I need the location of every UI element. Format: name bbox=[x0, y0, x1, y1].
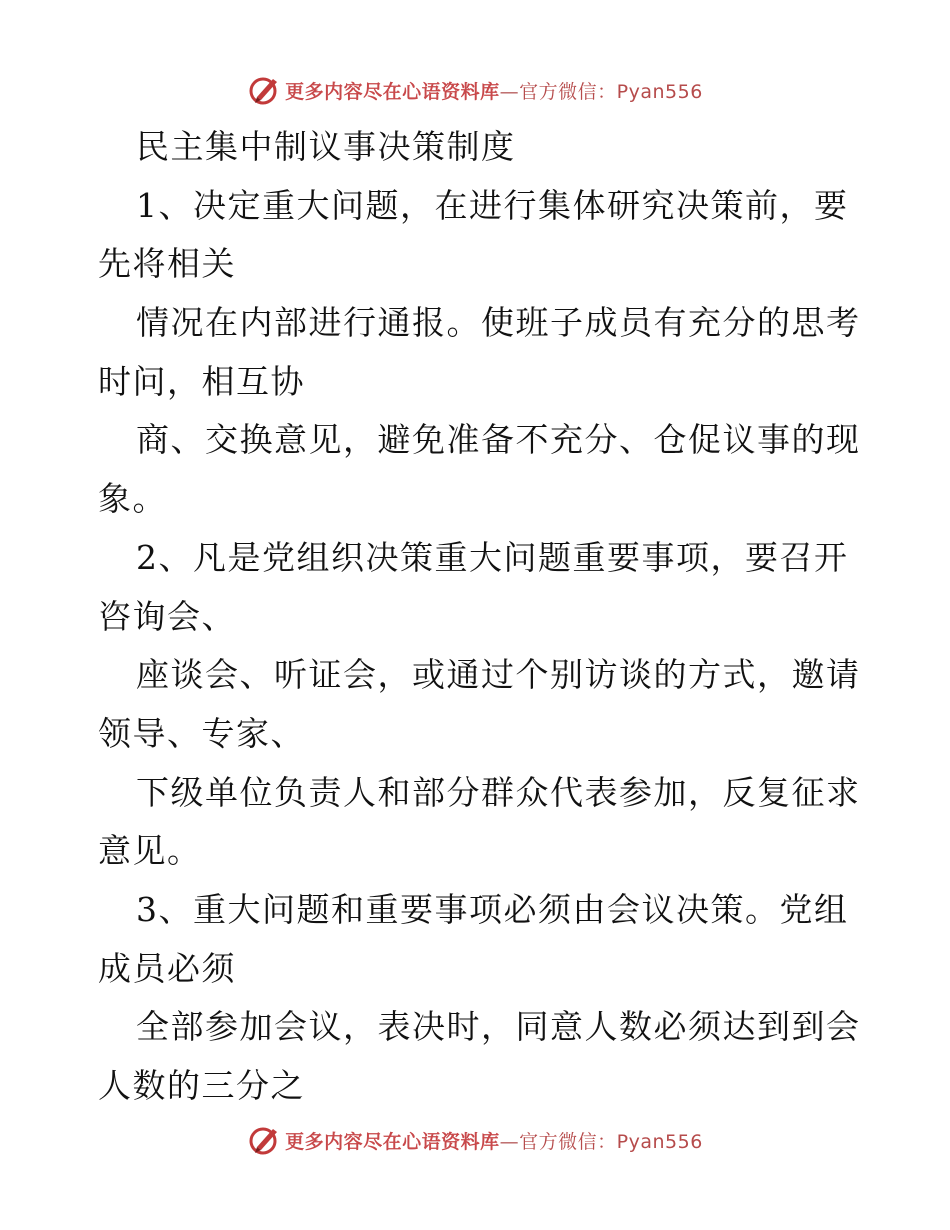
footer-contact: 官方微信：Pyan556 bbox=[519, 1130, 703, 1153]
text-line: 成员必须 bbox=[98, 948, 236, 988]
text-line: 下级单位负责人和部分群众代表参加，反复征求 bbox=[136, 772, 861, 812]
text-line: 先将相关 bbox=[98, 244, 236, 284]
text-line: 象。 bbox=[98, 479, 167, 519]
text-line: 人数的三分之 bbox=[98, 1066, 305, 1105]
text-line: 2、凡是党组织决策重大问题重要事项，要召开 bbox=[136, 537, 849, 577]
document-body bbox=[98, 118, 868, 1116]
header-brand: 更多内容尽在心语资料库 bbox=[285, 80, 500, 103]
header-separator: — bbox=[499, 80, 520, 103]
text-line: 咨询会、 bbox=[98, 596, 236, 636]
text-line: 民主集中制议事决策制度 bbox=[136, 127, 516, 166]
text-line: 商、交换意见，避免准备不充分、仓促议事的现 bbox=[136, 420, 861, 460]
text-line: 情况在内部进行通报。使班子成员有充分的思考 bbox=[136, 303, 861, 343]
footer-watermark bbox=[0, 1120, 950, 1160]
footer-brand: 更多内容尽在心语资料库 bbox=[285, 1130, 500, 1153]
text-line: 时问，相互协 bbox=[98, 361, 305, 401]
text-line: 1、决定重大问题，在进行集体研究决策前，要 bbox=[136, 185, 849, 225]
pen-logo-icon bbox=[247, 73, 281, 107]
pen-logo-icon bbox=[247, 1123, 281, 1157]
text-line: 全部参加会议，表决时，同意人数必须达到到会 bbox=[136, 1007, 861, 1047]
text-line: 座谈会、听证会，或通过个别访谈的方式，邀请 bbox=[136, 655, 861, 695]
text-line: 3、重大问题和重要事项必须由会议决策。党组 bbox=[136, 889, 849, 929]
header-watermark bbox=[0, 70, 950, 110]
footer-separator: — bbox=[499, 1130, 520, 1153]
text-line: 领导、专家、 bbox=[98, 713, 305, 753]
text-line: 意见。 bbox=[98, 831, 202, 871]
header-contact: 官方微信：Pyan556 bbox=[519, 80, 703, 103]
